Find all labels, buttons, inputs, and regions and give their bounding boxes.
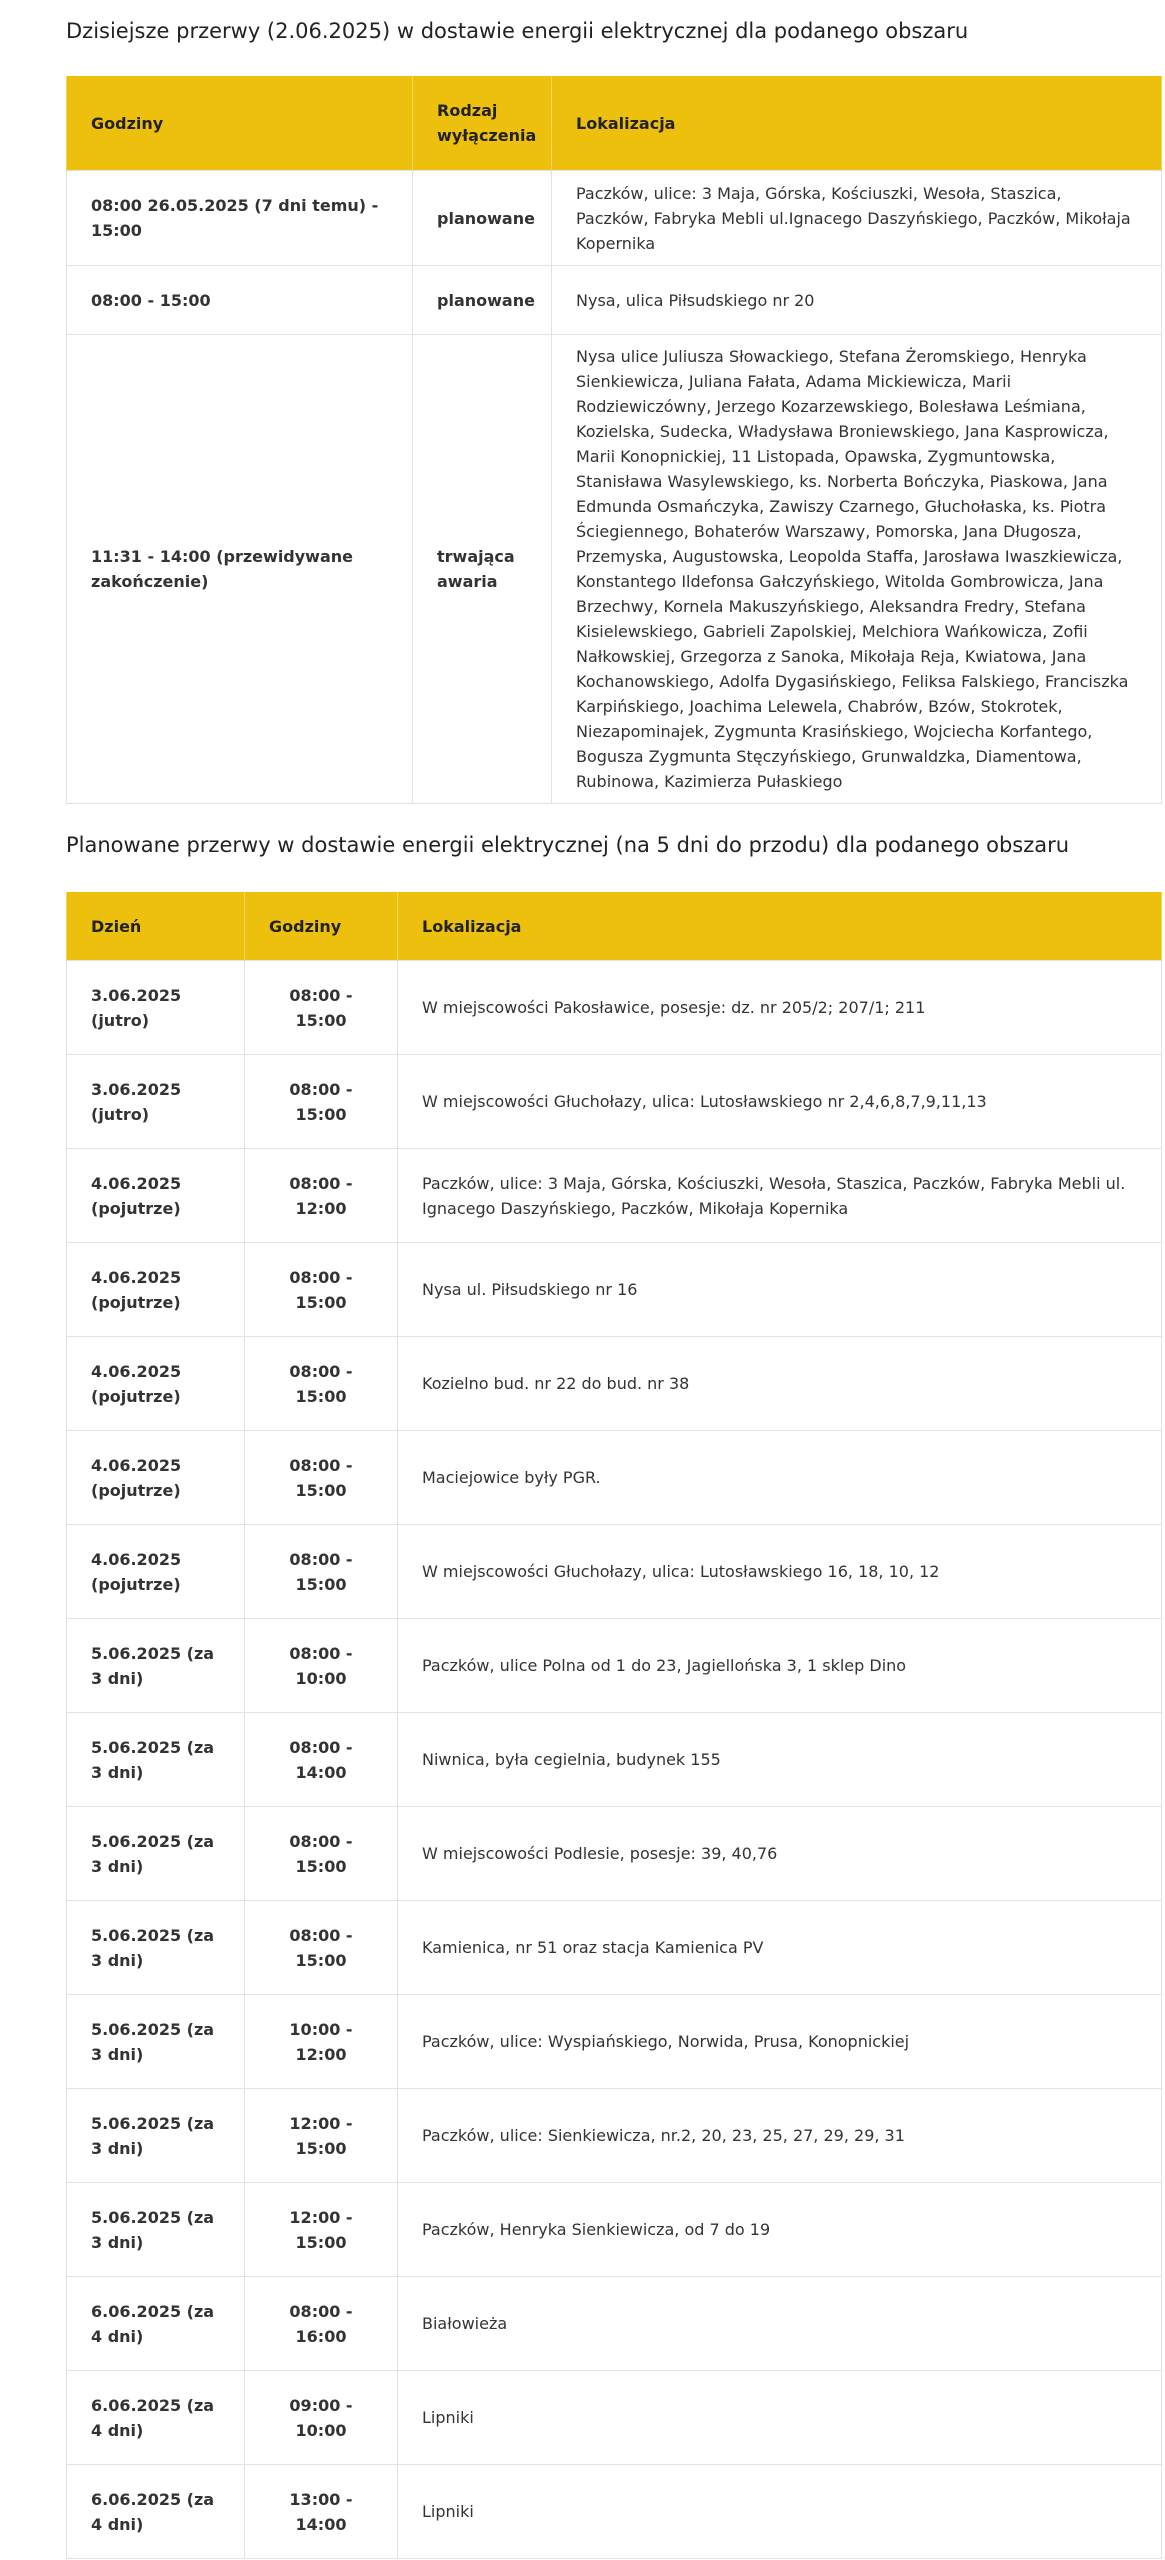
table-header-row	[67, 892, 1162, 961]
outage-location: Paczków, ulice: Sienkiewicza, nr.2, 20, 23, 25, 27, 29, 29, 31	[398, 2089, 1162, 2183]
outage-hours: 08:00 - 15:00	[245, 1807, 398, 1901]
table-row	[67, 1055, 1162, 1149]
outage-hours: 08:00 - 15:00	[245, 1243, 398, 1337]
column-header-day: Dzień	[67, 892, 245, 961]
outage-hours: 13:00 - 14:00	[245, 2465, 398, 2559]
planned-outages-title: Planowane przerwy w dostawie energii elektrycznej (na 5 dni do przodu) dla podanego obszaru	[66, 833, 1070, 857]
table-row	[67, 266, 1162, 335]
table-row	[67, 171, 1162, 266]
outage-hours: 08:00 - 14:00	[245, 1713, 398, 1807]
outage-day: 4.06.2025 (pojutrze)	[67, 1431, 245, 1525]
today-outages-table	[66, 76, 1162, 804]
outage-hours: 08:00 26.05.2025 (7 dni temu) - 15:00	[67, 171, 413, 266]
column-header-location: Lokalizacja	[552, 76, 1162, 171]
table-row	[67, 1525, 1162, 1619]
outage-day: 5.06.2025 (za 3 dni)	[67, 1995, 245, 2089]
outage-location: Kozielno bud. nr 22 do bud. nr 38	[398, 1337, 1162, 1431]
outage-day: 4.06.2025 (pojutrze)	[67, 1243, 245, 1337]
outage-hours: 08:00 - 16:00	[245, 2277, 398, 2371]
outage-location: Kamienica, nr 51 oraz stacja Kamienica PV	[398, 1901, 1162, 1995]
outage-location: Paczków, ulice: 3 Maja, Górska, Kościuszki, Wesoła, Staszica, Paczków, Fabryka Mebli ul.Ignacego Daszyńskiego, Paczków, Mikołaja Kopernika	[552, 171, 1162, 266]
outage-hours: 08:00 - 15:00	[245, 1525, 398, 1619]
outage-type: planowane	[413, 266, 552, 335]
outage-hours: 08:00 - 15:00	[245, 1431, 398, 1525]
outage-day: 4.06.2025 (pojutrze)	[67, 1337, 245, 1431]
outage-day: 6.06.2025 (za 4 dni)	[67, 2465, 245, 2559]
outage-day: 3.06.2025 (jutro)	[67, 1055, 245, 1149]
outage-hours: 08:00 - 10:00	[245, 1619, 398, 1713]
outage-location: Nysa ulice Juliusza Słowackiego, Stefana Żeromskiego, Henryka Sienkiewicza, Juliana Fałata, Adama Mickiewicza, Marii Rodziewiczówny, Jerzego Kozarzewskiego, Bolesława Leśmiana, Kozielska, Sudecka, Władysława Broniewskiego, Jana Kasprowicza, Marii Konopnickiej, 11 Listopada, Opawska, Zygmuntowska, Stanisława Wasylewskiego, ks. Norberta Bończyka, Piaskowa, Jana Edmunda Osmańczyka, Zawiszy Czarnego, Głuchołaska, ks. Piotra Ściegiennego, Bohaterów Warszawy, Pomorska, Jana Długosza, Przemyska, Augustowska, Leopolda Staffa, Jarosława Iwaszkiewicza, Konstantego Ildefonsa Gałczyńskiego, Witolda Gombrowicza, Jana Brzechwy, Kornela Makuszyńskiego, Aleksandra Fredry, Stefana Kisielewskiego, Gabrieli Zapolskiej, Melchiora Wańkowicza, Zofii Nałkowskiej, Grzegorza z Sanoka, Mikołaja Reja, Kwiatowa, Jana Kochanowskiego, Adolfa Dygasińskiego, Feliksa Falskiego, Franciszka Karpińskiego, Joachima Lelewela, Chabrów, Bzów, Stokrotek, Niezapominajek, Zygmunta Krasińskiego, Wojciecha Korfantego, Bogusza Zygmunta Stęczyńskiego, Grunwaldzka, Diamentowa, Rubinowa, Kazimierza Pułaskiego	[552, 335, 1162, 804]
column-header-hours: Godziny	[245, 892, 398, 961]
outage-day: 5.06.2025 (za 3 dni)	[67, 1807, 245, 1901]
table-row	[67, 2465, 1162, 2559]
table-row	[67, 1337, 1162, 1431]
table-row	[67, 2277, 1162, 2371]
planned-outages-table	[66, 892, 1162, 2559]
outage-location: Paczków, ulice Polna od 1 do 23, Jagiellońska 3, 1 sklep Dino	[398, 1619, 1162, 1713]
outage-location: Lipniki	[398, 2371, 1162, 2465]
outage-day: 5.06.2025 (za 3 dni)	[67, 1713, 245, 1807]
planned-outages-body	[67, 961, 1162, 2559]
outage-hours: 08:00 - 15:00	[67, 266, 413, 335]
outage-location: Nysa ul. Piłsudskiego nr 16	[398, 1243, 1162, 1337]
outage-hours: 08:00 - 15:00	[245, 1901, 398, 1995]
outage-day: 5.06.2025 (za 3 dni)	[67, 1619, 245, 1713]
table-row	[67, 335, 1162, 804]
table-row	[67, 2371, 1162, 2465]
outage-type-failure: trwająca awaria	[413, 335, 552, 804]
outage-day: 5.06.2025 (za 3 dni)	[67, 2089, 245, 2183]
outage-type: planowane	[413, 171, 552, 266]
outage-location: W miejscowości Pakosławice, posesje: dz. nr 205/2; 207/1; 211	[398, 961, 1162, 1055]
table-row	[67, 1243, 1162, 1337]
outage-hours: 08:00 - 15:00	[245, 1055, 398, 1149]
outage-hours: 08:00 - 15:00	[245, 1337, 398, 1431]
column-header-type: Rodzaj wyłączenia	[413, 76, 552, 171]
outage-day: 4.06.2025 (pojutrze)	[67, 1525, 245, 1619]
outage-day: 6.06.2025 (za 4 dni)	[67, 2277, 245, 2371]
outage-location: Białowieża	[398, 2277, 1162, 2371]
outage-location: Paczków, ulice: 3 Maja, Górska, Kościuszki, Wesoła, Staszica, Paczków, Fabryka Mebli ul. Ignacego Daszyńskiego, Paczków, Mikołaja Kopernika	[398, 1149, 1162, 1243]
table-row	[67, 1995, 1162, 2089]
outage-hours: 12:00 - 15:00	[245, 2183, 398, 2277]
outage-hours: 12:00 - 15:00	[245, 2089, 398, 2183]
outage-location: Paczków, Henryka Sienkiewicza, od 7 do 19	[398, 2183, 1162, 2277]
table-row	[67, 2183, 1162, 2277]
table-row	[67, 961, 1162, 1055]
column-header-hours: Godziny	[67, 76, 413, 171]
outage-day: 6.06.2025 (za 4 dni)	[67, 2371, 245, 2465]
table-row	[67, 2089, 1162, 2183]
today-outages-title: Dzisiejsze przerwy (2.06.2025) w dostawie energii elektrycznej dla podanego obszaru	[66, 19, 969, 43]
table-row	[67, 1713, 1162, 1807]
column-header-location: Lokalizacja	[398, 892, 1162, 961]
outage-day: 5.06.2025 (za 3 dni)	[67, 1901, 245, 1995]
outage-location: Paczków, ulice: Wyspiańskiego, Norwida, Prusa, Konopnickiej	[398, 1995, 1162, 2089]
table-row	[67, 1619, 1162, 1713]
outage-hours: 08:00 - 15:00	[245, 961, 398, 1055]
outage-hours: 08:00 - 12:00	[245, 1149, 398, 1243]
outage-hours: 11:31 - 14:00 (przewidywane zakończenie)	[67, 335, 413, 804]
table-row	[67, 1901, 1162, 1995]
outage-hours: 09:00 - 10:00	[245, 2371, 398, 2465]
outage-hours: 10:00 - 12:00	[245, 1995, 398, 2089]
table-row	[67, 1431, 1162, 1525]
outage-location: W miejscowości Głuchołazy, ulica: Lutosławskiego nr 2,4,6,8,7,9,11,13	[398, 1055, 1162, 1149]
outage-day: 5.06.2025 (za 3 dni)	[67, 2183, 245, 2277]
table-row	[67, 1149, 1162, 1243]
outage-location: W miejscowości Głuchołazy, ulica: Lutosławskiego 16, 18, 10, 12	[398, 1525, 1162, 1619]
table-header-row	[67, 76, 1162, 171]
outage-location: W miejscowości Podlesie, posesje: 39, 40,76	[398, 1807, 1162, 1901]
outage-location: Nysa, ulica Piłsudskiego nr 20	[552, 266, 1162, 335]
outage-location: Lipniki	[398, 2465, 1162, 2559]
outage-location: Niwnica, była cegielnia, budynek 155	[398, 1713, 1162, 1807]
outage-day: 3.06.2025 (jutro)	[67, 961, 245, 1055]
table-row	[67, 1807, 1162, 1901]
outage-location: Maciejowice były PGR.	[398, 1431, 1162, 1525]
outage-day: 4.06.2025 (pojutrze)	[67, 1149, 245, 1243]
